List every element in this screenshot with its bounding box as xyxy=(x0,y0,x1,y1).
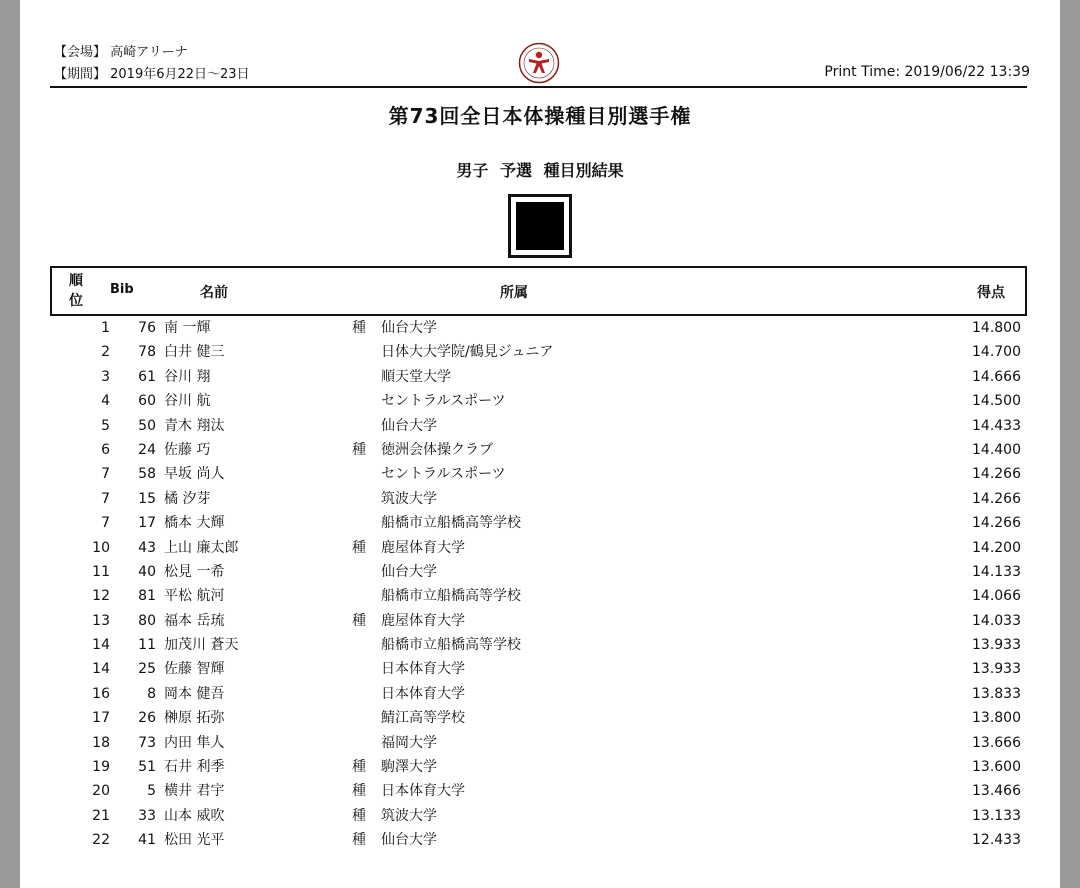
cell-bib: 5 xyxy=(147,783,156,800)
cell-name: 橋本 大輝 xyxy=(164,515,225,532)
cell-rank: 19 xyxy=(92,759,110,776)
association-logo-icon xyxy=(518,42,560,84)
cell-rank: 6 xyxy=(101,441,110,458)
cell-score: 14.266 xyxy=(972,466,1021,483)
header-divider xyxy=(50,86,1027,88)
cell-affiliation: セントラルスポーツ xyxy=(381,393,506,410)
cell-score: 14.400 xyxy=(972,441,1021,458)
table-header xyxy=(50,266,1027,316)
venue-text: 【会場】 高崎アリーナ xyxy=(54,45,188,60)
table-row xyxy=(50,706,1027,730)
cell-affiliation: 仙台大学 xyxy=(381,417,437,434)
cell-rank: 14 xyxy=(92,637,110,654)
cell-name: 岡本 健吾 xyxy=(164,685,225,702)
table-row xyxy=(50,755,1027,779)
cell-seed-mark: 種 xyxy=(352,832,366,849)
cell-rank: 22 xyxy=(92,832,110,849)
cell-score: 14.266 xyxy=(972,490,1021,507)
cell-seed-mark: 種 xyxy=(352,441,366,458)
cell-score: 14.500 xyxy=(972,393,1021,410)
cell-score: 13.933 xyxy=(972,637,1021,654)
cell-affiliation: 仙台大学 xyxy=(381,563,437,580)
table-row xyxy=(50,633,1027,657)
cell-rank: 14 xyxy=(92,661,110,678)
cell-affiliation: 鹿屋体育大学 xyxy=(381,612,465,629)
table-row xyxy=(50,779,1027,803)
cell-bib: 41 xyxy=(138,832,156,849)
cell-name: 榊原 拓弥 xyxy=(164,710,225,727)
cell-affiliation: 徳洲会体操クラブ xyxy=(381,441,493,458)
table-row xyxy=(50,609,1027,633)
cell-seed-mark: 種 xyxy=(352,759,366,776)
table-row xyxy=(50,414,1027,438)
cell-affiliation: セントラルスポーツ xyxy=(381,466,506,483)
cell-rank: 1 xyxy=(101,320,110,336)
table-row xyxy=(50,462,1027,486)
cell-bib: 51 xyxy=(138,759,156,776)
table-row xyxy=(50,511,1027,535)
cell-rank: 21 xyxy=(92,807,110,824)
cell-name: 松田 光平 xyxy=(164,832,225,849)
cell-bib: 24 xyxy=(138,441,156,458)
cell-bib: 43 xyxy=(138,539,156,556)
cell-rank: 3 xyxy=(101,368,110,385)
cell-name: 山本 威吹 xyxy=(164,807,225,824)
cell-name: 白井 健三 xyxy=(164,344,225,361)
cell-affiliation: 順天堂大学 xyxy=(381,368,451,385)
cell-affiliation: 仙台大学 xyxy=(381,832,437,849)
cell-bib: 15 xyxy=(138,490,156,507)
table-row xyxy=(50,536,1027,560)
header-score: 得点 xyxy=(977,285,1005,301)
cell-name: 早坂 尚人 xyxy=(164,466,225,483)
header-rank: 順 位 xyxy=(69,273,83,309)
cell-rank: 5 xyxy=(101,417,110,434)
cell-score: 13.133 xyxy=(972,807,1021,824)
cell-bib: 80 xyxy=(138,612,156,629)
cell-seed-mark: 種 xyxy=(352,539,366,556)
cell-score: 13.666 xyxy=(972,734,1021,751)
cell-score: 14.033 xyxy=(972,612,1021,629)
cell-bib: 60 xyxy=(138,393,156,410)
cell-bib: 40 xyxy=(138,563,156,580)
cell-bib: 25 xyxy=(138,661,156,678)
cell-name: 青木 翔汰 xyxy=(164,417,225,434)
apparatus-icon xyxy=(508,194,572,258)
cell-name: 谷川 航 xyxy=(164,393,211,410)
cell-affiliation: 日本体育大学 xyxy=(381,685,465,702)
cell-name: 佐藤 巧 xyxy=(164,441,211,458)
table-row xyxy=(50,657,1027,681)
cell-score: 13.833 xyxy=(972,685,1021,702)
cell-score: 13.933 xyxy=(972,661,1021,678)
cell-bib: 73 xyxy=(138,734,156,751)
cell-affiliation: 日本体育大学 xyxy=(381,783,465,800)
cell-score: 14.666 xyxy=(972,368,1021,385)
cell-seed-mark: 種 xyxy=(352,783,366,800)
cell-rank: 4 xyxy=(101,393,110,410)
table-row xyxy=(50,828,1027,852)
cell-affiliation: 日体大大学院/鶴見ジュニア xyxy=(381,344,554,361)
cell-name: 松見 一希 xyxy=(164,563,225,580)
cell-bib: 26 xyxy=(138,710,156,727)
results-table xyxy=(50,316,1027,853)
table-row xyxy=(50,804,1027,828)
cell-rank: 17 xyxy=(92,710,110,727)
cell-affiliation: 福岡大学 xyxy=(381,734,437,751)
cell-name: 内田 隼人 xyxy=(164,734,225,751)
table-row xyxy=(50,365,1027,389)
cell-affiliation: 駒澤大学 xyxy=(381,759,437,776)
table-row xyxy=(50,438,1027,462)
cell-rank: 7 xyxy=(101,515,110,532)
cell-affiliation: 船橋市立船橋高等学校 xyxy=(381,637,521,654)
cell-rank: 16 xyxy=(92,685,110,702)
cell-affiliation: 鯖江高等学校 xyxy=(381,710,465,727)
cell-bib: 81 xyxy=(138,588,156,605)
header-name: 名前 xyxy=(200,285,228,301)
cell-rank: 2 xyxy=(101,344,110,361)
header-affiliation: 所属 xyxy=(500,285,528,301)
cell-name: 石井 利季 xyxy=(164,759,225,776)
cell-bib: 78 xyxy=(138,344,156,361)
print-time: Print Time: 2019/06/22 13:39 xyxy=(824,64,1030,80)
cell-rank: 18 xyxy=(92,734,110,751)
cell-score: 14.433 xyxy=(972,417,1021,434)
cell-score: 13.600 xyxy=(972,759,1021,776)
table-row xyxy=(50,560,1027,584)
table-row xyxy=(50,682,1027,706)
cell-name: 南 一輝 xyxy=(164,320,211,336)
cell-score: 14.066 xyxy=(972,588,1021,605)
table-row xyxy=(50,731,1027,755)
cell-rank: 11 xyxy=(92,563,110,580)
table-row xyxy=(50,389,1027,413)
cell-bib: 11 xyxy=(138,637,156,654)
results-page xyxy=(20,0,1060,888)
cell-rank: 10 xyxy=(92,539,110,556)
cell-name: 上山 廉太郎 xyxy=(164,539,239,556)
cell-rank: 12 xyxy=(92,588,110,605)
cell-name: 横井 君宇 xyxy=(164,783,225,800)
cell-score: 12.433 xyxy=(972,832,1021,849)
cell-score: 14.133 xyxy=(972,563,1021,580)
page-title: 第73回全日本体操種目別選手権 xyxy=(388,104,692,128)
cell-affiliation: 船橋市立船橋高等学校 xyxy=(381,515,521,532)
cell-affiliation: 仙台大学 xyxy=(381,320,437,336)
cell-name: 佐藤 智輝 xyxy=(164,661,225,678)
cell-bib: 50 xyxy=(138,417,156,434)
cell-score: 13.800 xyxy=(972,710,1021,727)
header-bib: Bib xyxy=(110,282,134,297)
table-row xyxy=(50,340,1027,364)
cell-affiliation: 筑波大学 xyxy=(381,807,437,824)
table-row xyxy=(50,316,1027,340)
cell-seed-mark: 種 xyxy=(352,807,366,824)
cell-affiliation: 鹿屋体育大学 xyxy=(381,539,465,556)
cell-rank: 7 xyxy=(101,466,110,483)
cell-bib: 17 xyxy=(138,515,156,532)
cell-seed-mark: 種 xyxy=(352,612,366,629)
cell-rank: 20 xyxy=(92,783,110,800)
cell-bib: 58 xyxy=(138,466,156,483)
cell-score: 13.466 xyxy=(972,783,1021,800)
cell-rank: 13 xyxy=(92,612,110,629)
cell-name: 福本 岳琉 xyxy=(164,612,225,629)
cell-rank: 7 xyxy=(101,490,110,507)
event-info xyxy=(54,42,250,86)
cell-bib: 33 xyxy=(138,807,156,824)
cell-seed-mark: 種 xyxy=(352,320,366,336)
cell-score: 14.800 xyxy=(972,320,1021,336)
period-text: 【期間】 2019年6月22日～23日 xyxy=(54,67,250,82)
cell-affiliation: 筑波大学 xyxy=(381,490,437,507)
cell-name: 加茂川 蒼天 xyxy=(164,637,239,654)
cell-score: 14.700 xyxy=(972,344,1021,361)
cell-bib: 61 xyxy=(138,368,156,385)
cell-affiliation: 日本体育大学 xyxy=(381,661,465,678)
cell-name: 橘 汐芽 xyxy=(164,490,211,507)
cell-score: 14.200 xyxy=(972,539,1021,556)
cell-bib: 76 xyxy=(138,320,156,336)
table-row xyxy=(50,487,1027,511)
cell-affiliation: 船橋市立船橋高等学校 xyxy=(381,588,521,605)
cell-bib: 8 xyxy=(147,685,156,702)
cell-name: 谷川 翔 xyxy=(164,368,211,385)
cell-score: 14.266 xyxy=(972,515,1021,532)
cell-name: 平松 航河 xyxy=(164,588,225,605)
table-row xyxy=(50,584,1027,608)
page-subtitle: 男子 予選 種目別結果 xyxy=(456,161,624,180)
